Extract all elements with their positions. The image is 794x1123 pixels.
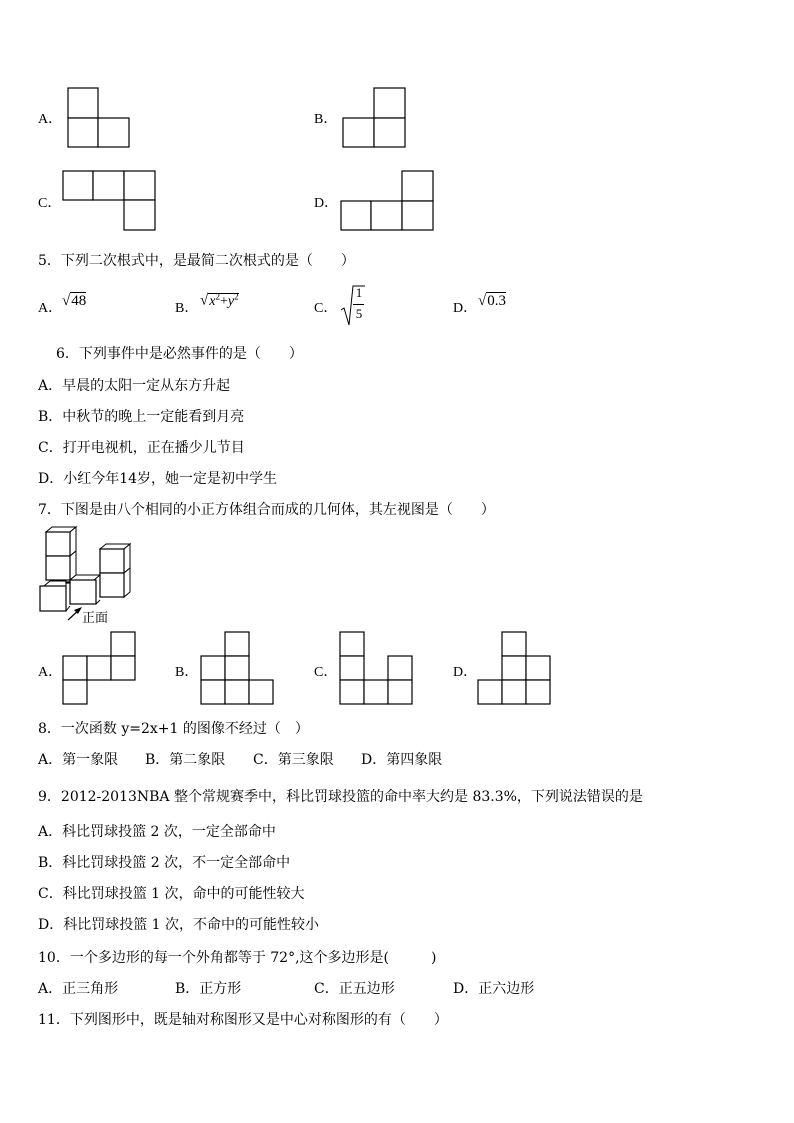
q9-option-d: D．科比罚球投篮 1 次，不命中的可能性较小 — [38, 917, 320, 933]
q9-option-c: C．科比罚球投篮 1 次，命中的可能性较大 — [38, 886, 305, 902]
q5-stem: 5．下列二次根式中，是最简二次根式的是（ ） — [38, 253, 355, 269]
q6-option-c: C．打开电视机，正在播少儿节目 — [38, 440, 245, 456]
q5-option-b-x: x — [209, 293, 216, 309]
q8-option-d: D．第四象限 — [361, 752, 443, 768]
q4-option-c-figure — [62, 170, 157, 232]
q5-option-b-x-exp: 2 — [215, 291, 220, 301]
q4-option-a-label: A． — [38, 112, 63, 127]
q7-stem: 7．下图是由八个相同的小正方体组合而成的几何体，其左视图是（ ） — [38, 502, 495, 518]
q5-option-d-radical: √0.3 — [478, 293, 506, 309]
q7-option-b-figure — [200, 631, 276, 706]
q5-option-a-value: 48 — [71, 293, 87, 309]
q7-option-b-label: B． — [175, 665, 199, 680]
q7-option-c-label: C． — [314, 665, 338, 680]
q7-front-label: 正面 — [82, 611, 109, 626]
q5-option-b-y: y — [227, 293, 235, 309]
q7-option-a-label: A． — [38, 665, 63, 680]
q5-option-c-denominator: 5 — [355, 306, 363, 321]
q5-option-c-label: C． — [314, 301, 338, 316]
q9-option-a: A．科比罚球投篮 2 次，一定全部命中 — [38, 824, 276, 840]
q4-option-d-figure — [340, 170, 435, 232]
q7-option-d-figure — [477, 631, 553, 706]
q6-option-b: B．中秋节的晚上一定能看到月亮 — [38, 409, 245, 425]
q8-option-a: A．第一象限 — [38, 752, 119, 768]
q8-option-b: B．第二象限 — [145, 752, 226, 768]
q8-stem: 8．一次函数 y=2x+1 的图像不经过（ ） — [38, 721, 309, 737]
q5-option-c-numerator: 1 — [355, 285, 363, 300]
q10-option-c: C．正五边形 — [314, 981, 395, 997]
q5-option-b-label: B． — [175, 301, 199, 316]
q5-option-a-radical: √48 — [62, 293, 87, 309]
q10-option-b: B．正方形 — [175, 981, 242, 997]
q5-option-b-y-exp: 2 — [234, 291, 239, 301]
q11-stem: 11．下列图形中，既是轴对称图形又是中心对称图形的有（ ） — [38, 1012, 448, 1028]
q4-option-b-figure — [342, 87, 408, 149]
q10-stem: 10．一个多边形的每一个外角都等于 72°,这个多边形是( ) — [38, 950, 437, 966]
q6-stem: 6．下列事件中是必然事件的是（ ） — [56, 346, 303, 362]
q6-option-d: D．小红今年14岁，她一定是初中学生 — [38, 471, 278, 487]
q4-option-d-label: D． — [314, 196, 339, 211]
q7-option-a-figure — [62, 631, 138, 706]
q7-option-c-figure — [339, 631, 415, 706]
q5-option-c-fraction-bar — [353, 304, 364, 305]
q10-option-a: A．正三角形 — [38, 981, 119, 997]
q8-option-c: C．第三象限 — [253, 752, 334, 768]
q5-option-a-label: A． — [38, 301, 63, 316]
q9-option-b: B．科比罚球投篮 2 次，不一定全部命中 — [38, 855, 291, 871]
q4-option-b-label: B． — [314, 112, 338, 127]
q5-option-d-value: 0.3 — [487, 293, 506, 309]
q5-option-b-radical: $√x^2+y^2$ — [200, 291, 239, 309]
q7-option-d-label: D． — [453, 665, 478, 680]
q5-option-b-plus: + — [219, 293, 228, 309]
q9-stem: 9．2012-2013NBA 整个常规赛季中，科比罚球投篮的命中率大约是 83.3%，下列说法错误的是 — [38, 789, 643, 805]
q6-option-a: A．早晨的太阳一定从东方升起 — [38, 378, 231, 394]
q4-option-c-label: C． — [38, 196, 62, 211]
q5-option-d-label: D． — [453, 301, 478, 316]
q4-option-a-figure — [67, 87, 131, 149]
q10-option-d: D．正六边形 — [453, 981, 535, 997]
